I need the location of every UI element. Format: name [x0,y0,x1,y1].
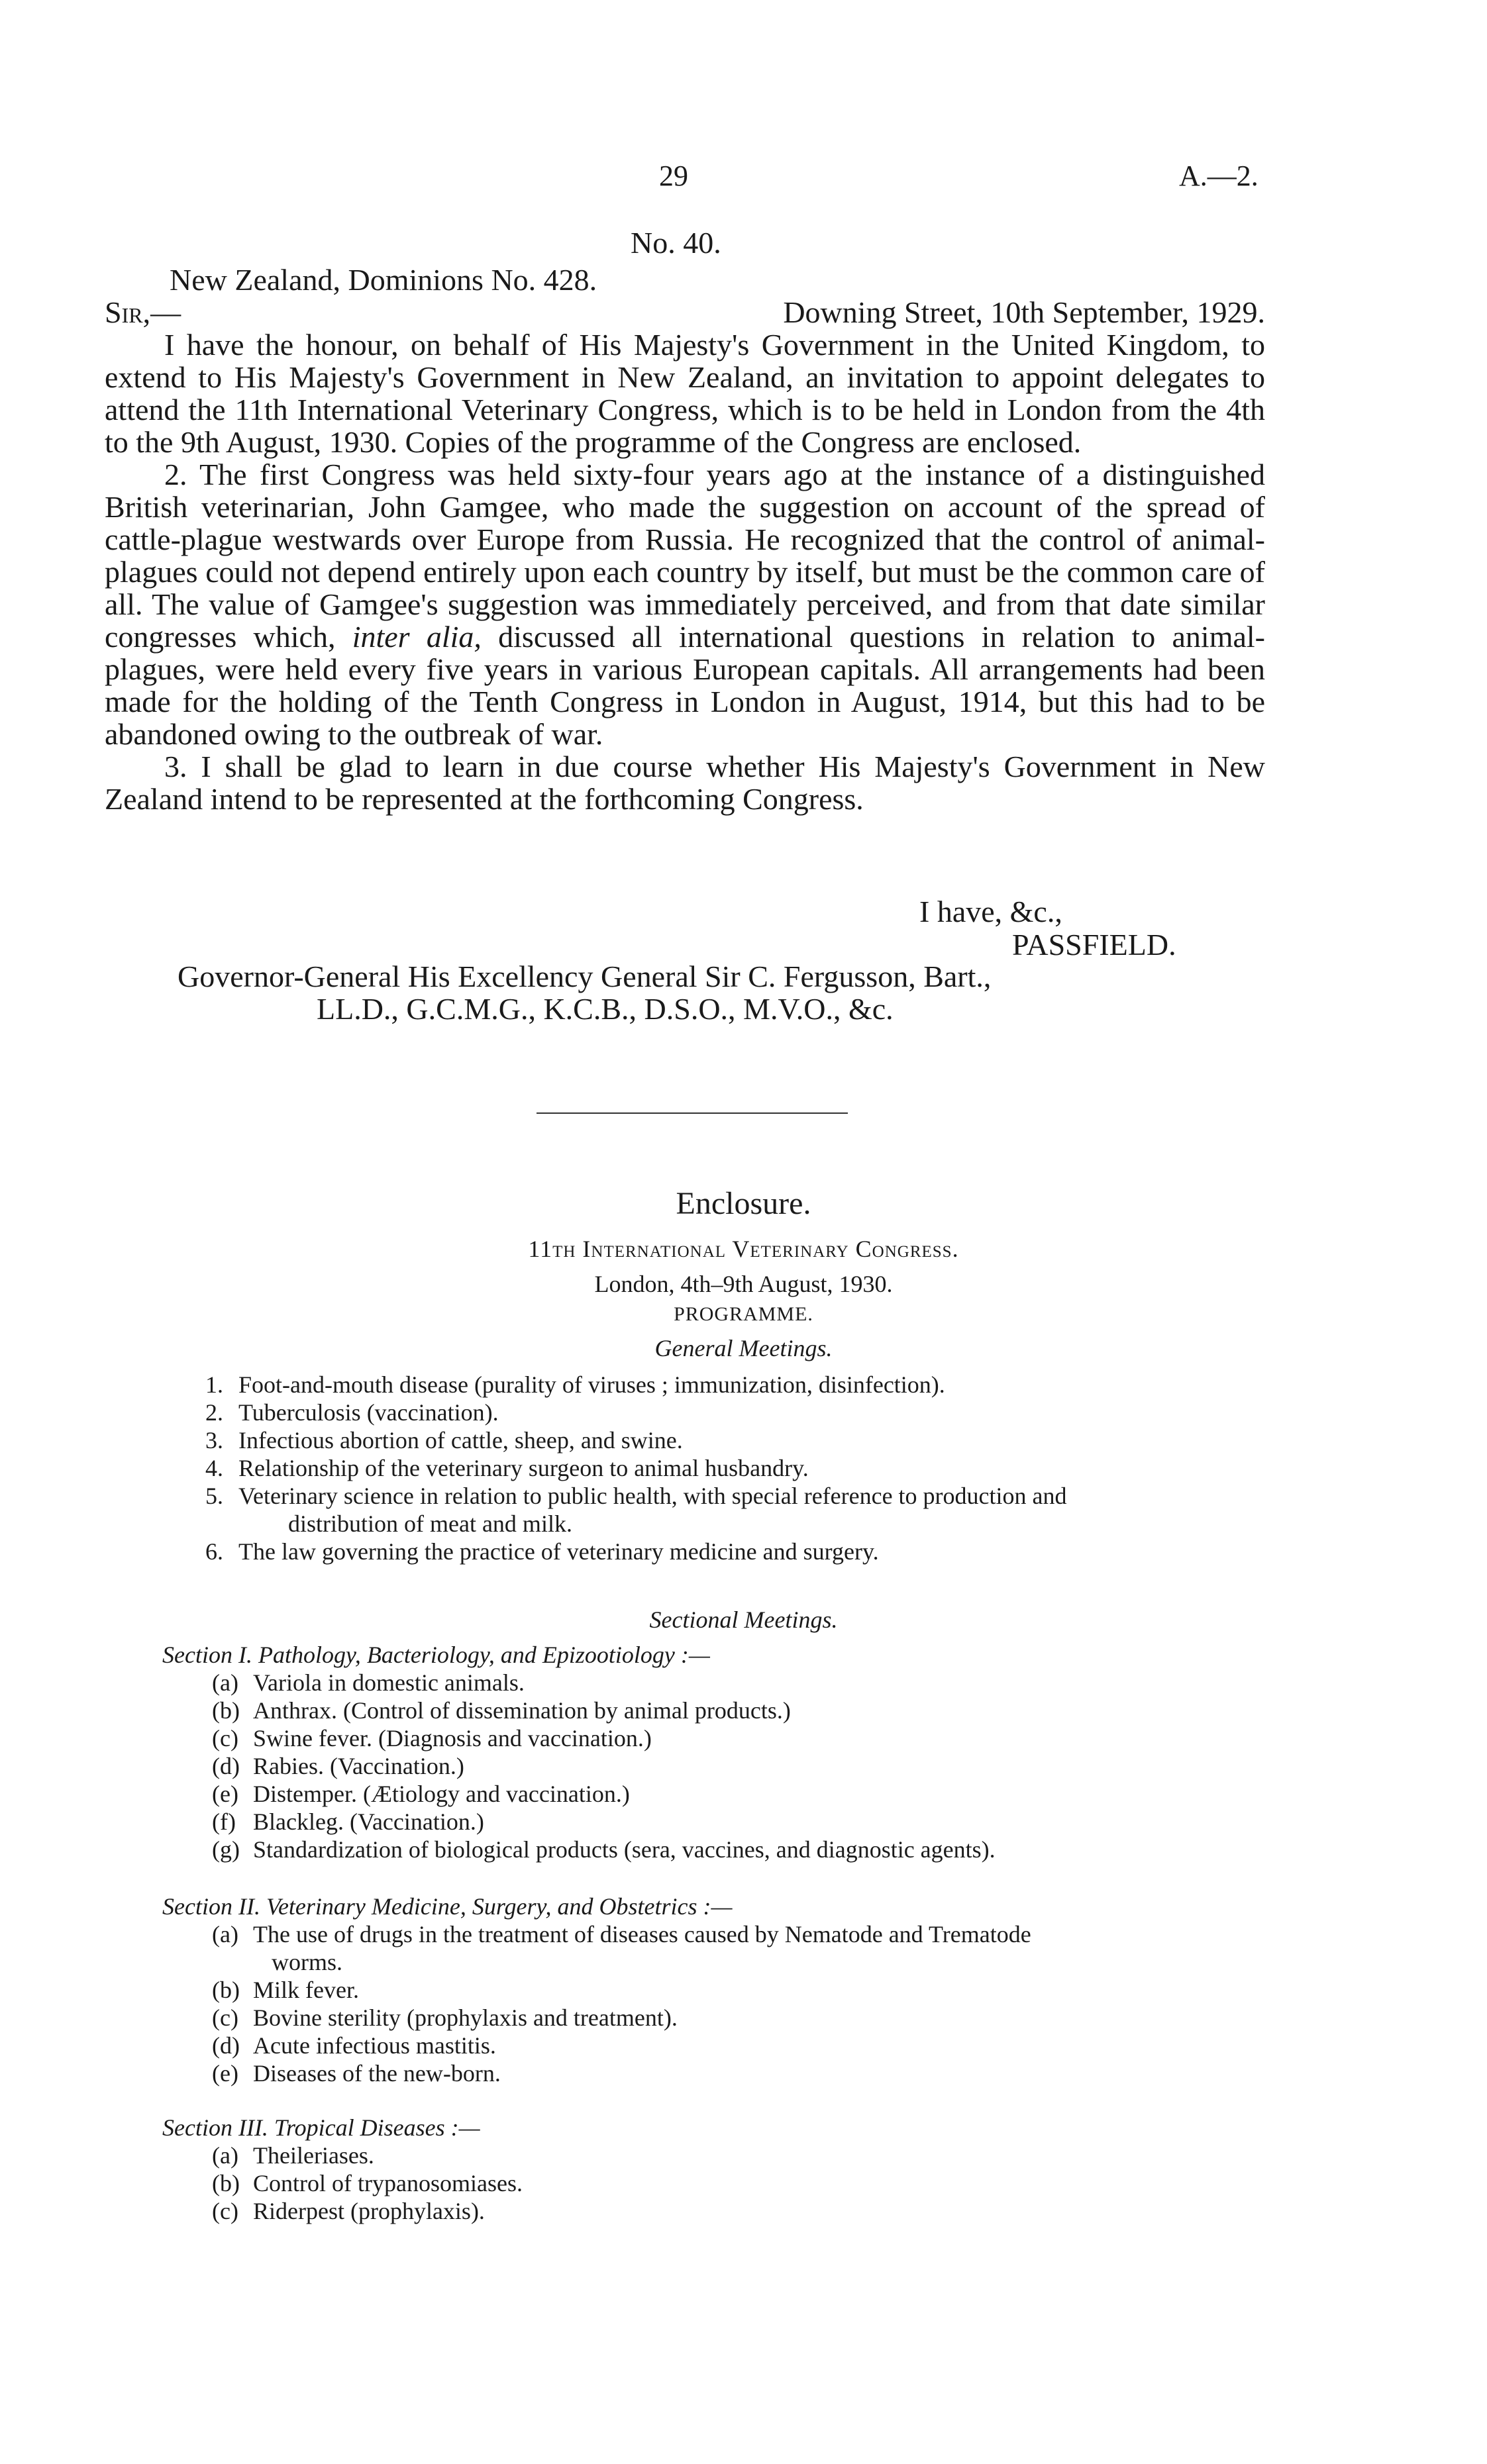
general-meetings-list [205,1371,1272,1565]
section-3-heading: Section III. Tropical Diseases :— [162,2114,480,2141]
item-text: Relationship of the veterinary surgeon to animal husbandry. [238,1455,809,1481]
enclosure-title: Enclosure. [676,1186,811,1221]
page-number: 29 [659,160,688,192]
signature: PASSFIELD. [1012,928,1176,961]
document-number: No. 40. [631,226,721,260]
programme-heading: PROGRAMME. [674,1303,813,1325]
list-item: (e) Diseases of the new-born. [212,2060,501,2087]
item-number: 6. [205,1538,223,1565]
item-continuation: distribution of meat and milk. [288,1510,572,1537]
list-item: (d) Acute infectious mastitis. [212,2032,496,2059]
closing: I have, &c., [919,895,1062,928]
congress-title: 11th International Veterinary Congress. [528,1236,959,1262]
list-item: (e) Distemper. (Ætiology and vaccination.) [212,1781,630,1807]
section-1-heading: Section I. Pathology, Bacteriology, and Epizootiology :— [162,1642,710,1668]
paragraph-3: 3. I shall be glad to learn in due course whether His Majesty's Government in New Zealand intend to be represented at the forthcoming Congress. [105,750,1265,816]
item-continuation: worms. [272,1949,342,1975]
inter-alia-phrase: inter alia, [352,620,482,654]
list-item: (a) Variola in domestic animals. [212,1669,525,1696]
dateline: Downing Street, 10th September, 1929. [783,295,1265,329]
paragraph-2-part-a: 2. The first Congress was held sixty-four years ago at the instance of a distinguished British veterinarian, John Gamgee, who made the suggestion on account of the spread of cattle-plague westwards over Europe from Russia. He recognized that the control of animal-plagues could not depend entirely upon each country by itself, but must be the common care of all. The value of Gamgee's suggestion was immediately perceived, and from that date similar congresses which, [105,458,1265,654]
list-item: (b) Anthrax. (Control of dissemination by animal products.) [212,1697,791,1724]
item-text: The law governing the practice of veterinary medicine and surgery. [238,1538,879,1565]
addressee-line-1: Governor-General His Excellency General Sir C. Fergusson, Bart., [178,960,992,993]
section-1 [162,1641,1275,1863]
paragraph-2-part-b: discussed all international questions in relation to animal-plagues, were held every five years in various European capitals. All arrangements had been made for the holding of the Tenth Congress in London in August, 1914, but this had to be abandoned owing to the outbreak of war. [105,620,1265,751]
list-item: (c) Bovine sterility (prophylaxis and treatment). [212,2004,678,2031]
item-text: Foot-and-mouth disease (purality of viruses ; immunization, disinfection). [238,1371,945,1398]
item-text: Veterinary science in relation to public health, with special reference to production and [238,1483,1067,1509]
item-number: 5. [205,1483,223,1509]
list-item [205,1482,1272,1510]
salutation-line [105,296,1265,328]
item-text: Tuberculosis (vaccination). [238,1399,499,1426]
list-item [205,1426,1272,1454]
section-3 [162,2114,1275,2225]
paragraph-1: I have the honour, on behalf of His Majesty's Government in the United Kingdom, to extend to His Majesty's Government in New Zealand, an invitation to appoint delegates to attend the 11th International Veterinary Congress, which is to be held in London from the 4th to the 9th August, 1930. Copies of the programme of the Congress are enclosed. [105,328,1265,459]
list-item: (a) The use of drugs in the treatment of diseases caused by Nematode and Trematode [212,1921,1031,1947]
list-item: (c) Swine fever. (Diagnosis and vaccination.) [212,1725,652,1751]
list-item [205,1538,1272,1565]
addressee-line-2: LL.D., G.C.M.G., K.C.B., D.S.O., M.V.O., &c. [317,992,894,1026]
item-number: 3. [205,1427,223,1454]
list-item [205,1454,1272,1482]
list-item: (b) Milk fever. [212,1977,359,2003]
list-item [205,1399,1272,1426]
list-item: (c) Riderpest (prophylaxis). [212,2198,485,2224]
section-2 [162,1893,1275,2087]
item-text: Infectious abortion of cattle, sheep, and swine. [238,1427,683,1454]
dominion-reference: New Zealand, Dominions No. 428. [170,263,597,297]
item-number: 4. [205,1455,223,1481]
sectional-meetings-heading: Sectional Meetings. [649,1606,838,1633]
list-item [205,1371,1272,1399]
page-reference: A.—2. [1179,160,1258,192]
list-item: (g) Standardization of biological products (sera, vaccines, and diagnostic agents). [212,1836,996,1863]
letter-body [105,264,1265,815]
section-divider [537,1112,848,1114]
item-number: 2. [205,1399,223,1426]
salutation: Sir,— [105,295,181,329]
list-item: (a) Theileriases. [212,2142,374,2169]
paragraph-2 [105,458,1265,750]
section-2-heading: Section II. Veterinary Medicine, Surgery, and Obstetrics :— [162,1893,733,1920]
list-item: (f) Blackleg. (Vaccination.) [212,1808,484,1835]
general-meetings-heading: General Meetings. [654,1335,833,1361]
item-number: 1. [205,1371,223,1398]
list-item: (d) Rabies. (Vaccination.) [212,1753,464,1779]
congress-location: London, 4th–9th August, 1930. [594,1271,893,1297]
list-item: (b) Control of trypanosomiases. [212,2170,523,2196]
